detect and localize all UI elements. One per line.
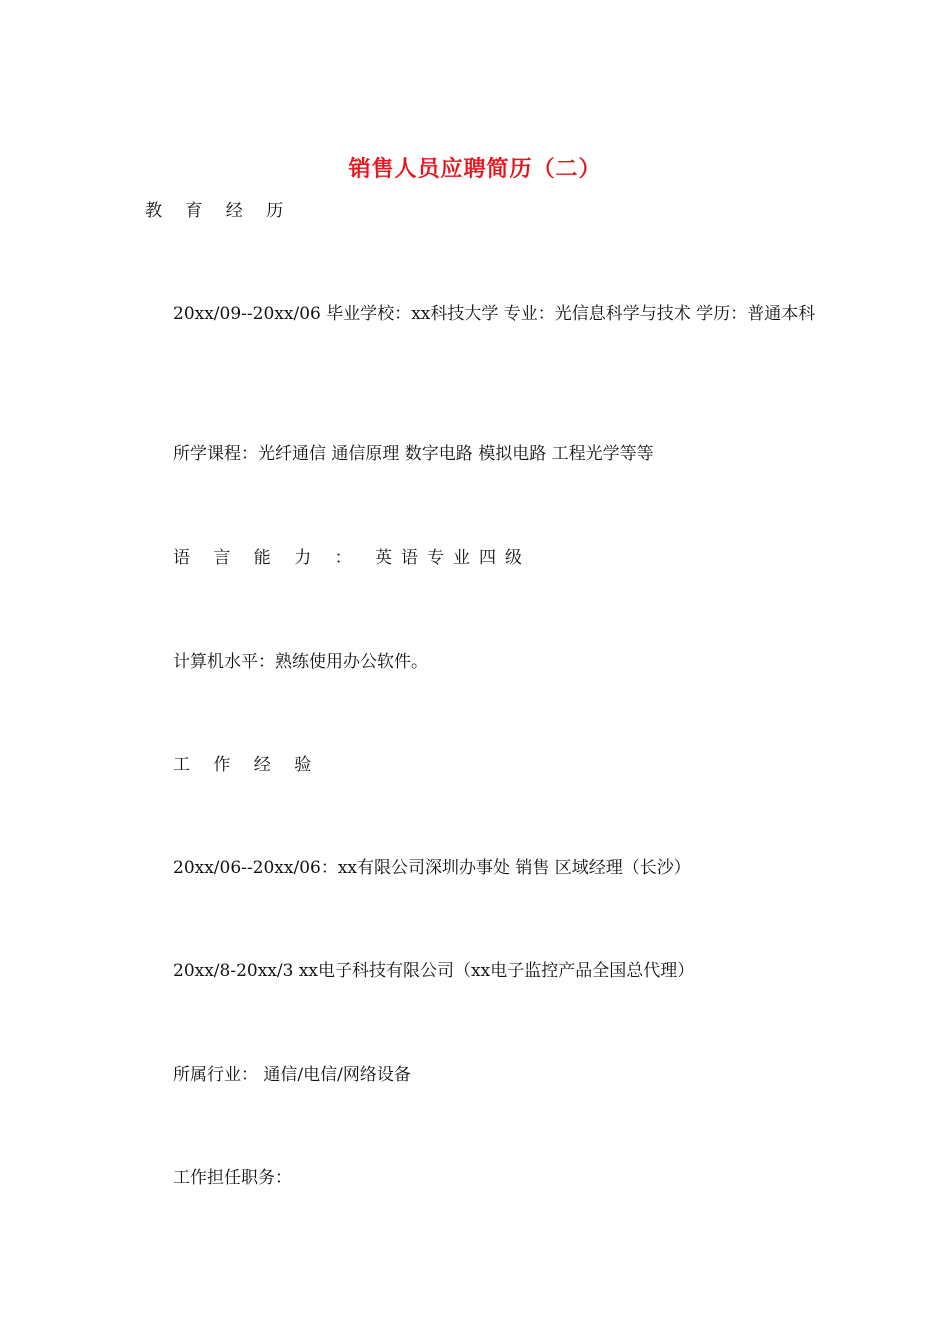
section-heading-education: 教 育 经 历	[145, 201, 293, 221]
work-entry-1: 20xx/06--20xx/06：xx有限公司深圳办事处 销售 区域经理（长沙）	[173, 858, 691, 878]
work-entry-2: 20xx/8-20xx/3 xx电子科技有限公司（xx电子监控产品全国总代理）	[173, 961, 695, 981]
job-duties-line: 工作担任职务：	[173, 1168, 292, 1188]
courses-line: 所学课程：光纤通信 通信原理 数字电路 模拟电路 工程光学等等	[173, 444, 654, 464]
section-heading-work: 工 作 经 验	[173, 755, 321, 775]
education-entry: 20xx/09--20xx/06 毕业学校：xx科技大学 专业：光信息科学与技术 学历：普通本科	[173, 304, 816, 324]
computer-skill-line: 计算机水平：熟练使用办公软件。	[173, 652, 428, 672]
document-title: 销售人员应聘简历（二）	[348, 156, 602, 182]
industry-line: 所属行业： 通信/电信/网络设备	[173, 1065, 411, 1085]
language-ability-line: 语 言 能 力 ： 英语专业四级	[173, 548, 532, 568]
